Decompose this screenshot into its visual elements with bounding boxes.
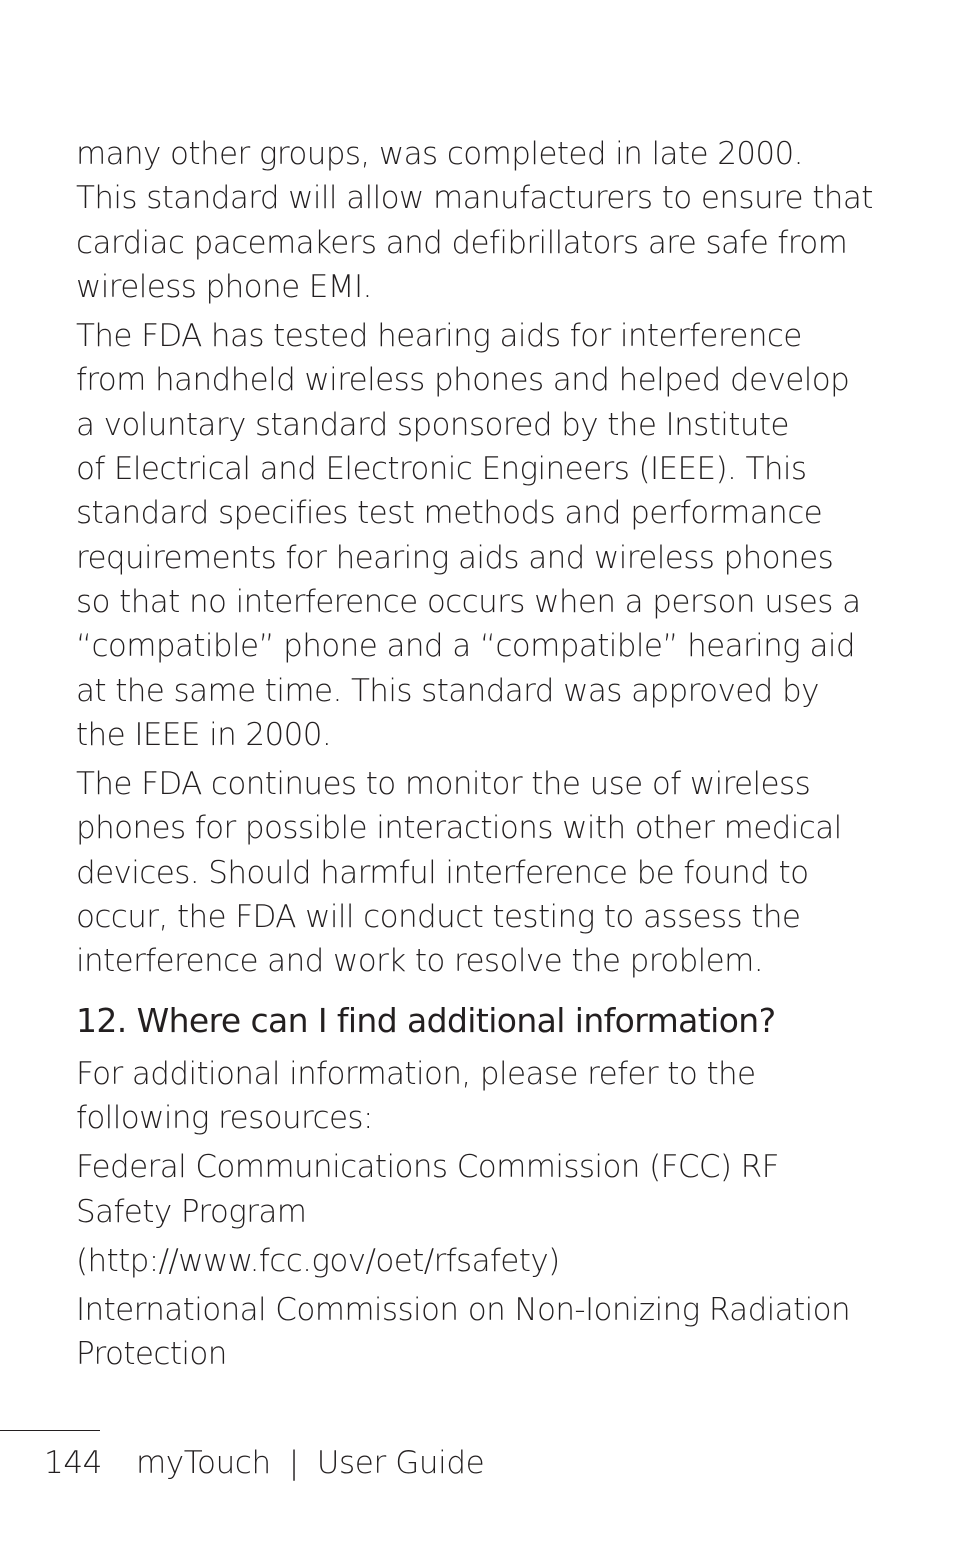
footer-product: myTouch (135, 1445, 271, 1481)
resource-fcc (76, 1145, 876, 1234)
text-line: Protection (76, 1336, 227, 1373)
text-line: For additional information, please refer to the (76, 1055, 756, 1092)
text-line: following resources: (76, 1099, 373, 1136)
text-line: a voluntary standard sponsored by the Institute (76, 406, 789, 443)
text-line: of Electrical and Electronic Engineers (IEEE). This (76, 451, 807, 488)
text-line: phones for possible interactions with other medical (76, 810, 842, 847)
text-line: cardiac pacemakers and defibrillators are safe from (76, 224, 848, 261)
paragraph-fda-monitoring (76, 762, 876, 983)
footer-guide: User Guide (316, 1445, 485, 1481)
text-line: occur, the FDA will conduct testing to assess the (76, 899, 801, 936)
text-line: requirements for hearing aids and wireless phones (76, 539, 834, 576)
text-line: from handheld wireless phones and helped develop (76, 362, 850, 399)
text-line: The FDA continues to monitor the use of wireless (76, 766, 811, 803)
text-line: Federal Communications Commission (FCC) RF (76, 1149, 779, 1186)
resource-icnirp (76, 1288, 876, 1377)
footer-rule (0, 1430, 100, 1431)
document-body (76, 132, 876, 1382)
page-number: 144 (44, 1445, 102, 1481)
text-line: International Commission on Non-Ionizing Radiation (76, 1292, 851, 1329)
footer-separator: | (288, 1445, 299, 1481)
resource-fcc-url (76, 1239, 876, 1283)
text-line: Safety Program (76, 1193, 307, 1230)
text-line: “compatible” phone and a “compatible” hearing aid (76, 628, 855, 665)
text-line: interference and work to resolve the problem. (76, 943, 763, 980)
paragraph-emi-standard (76, 132, 876, 309)
text-line: This standard will allow manufacturers to ensure that (76, 180, 873, 217)
paragraph-hearing-aids (76, 314, 876, 757)
text-line: the IEEE in 2000. (76, 716, 332, 753)
text-line: devices. Should harmful interference be found to (76, 854, 809, 891)
text-line: (http://www.fcc.gov/oet/rfsafety) (76, 1242, 560, 1279)
text-line: standard specifies test methods and performance (76, 495, 823, 532)
paragraph-additional-info (76, 1052, 876, 1141)
text-line: at the same time. This standard was approved by (76, 672, 819, 709)
page-footer (44, 1443, 484, 1483)
section-heading: 12. Where can I find additional information? (76, 1000, 776, 1040)
text-line: The FDA has tested hearing aids for interference (76, 318, 802, 355)
text-line: so that no interference occurs when a person uses a (76, 583, 861, 620)
text-line: many other groups, was completed in late 2000. (76, 136, 803, 172)
text-line: wireless phone EMI. (76, 268, 372, 305)
